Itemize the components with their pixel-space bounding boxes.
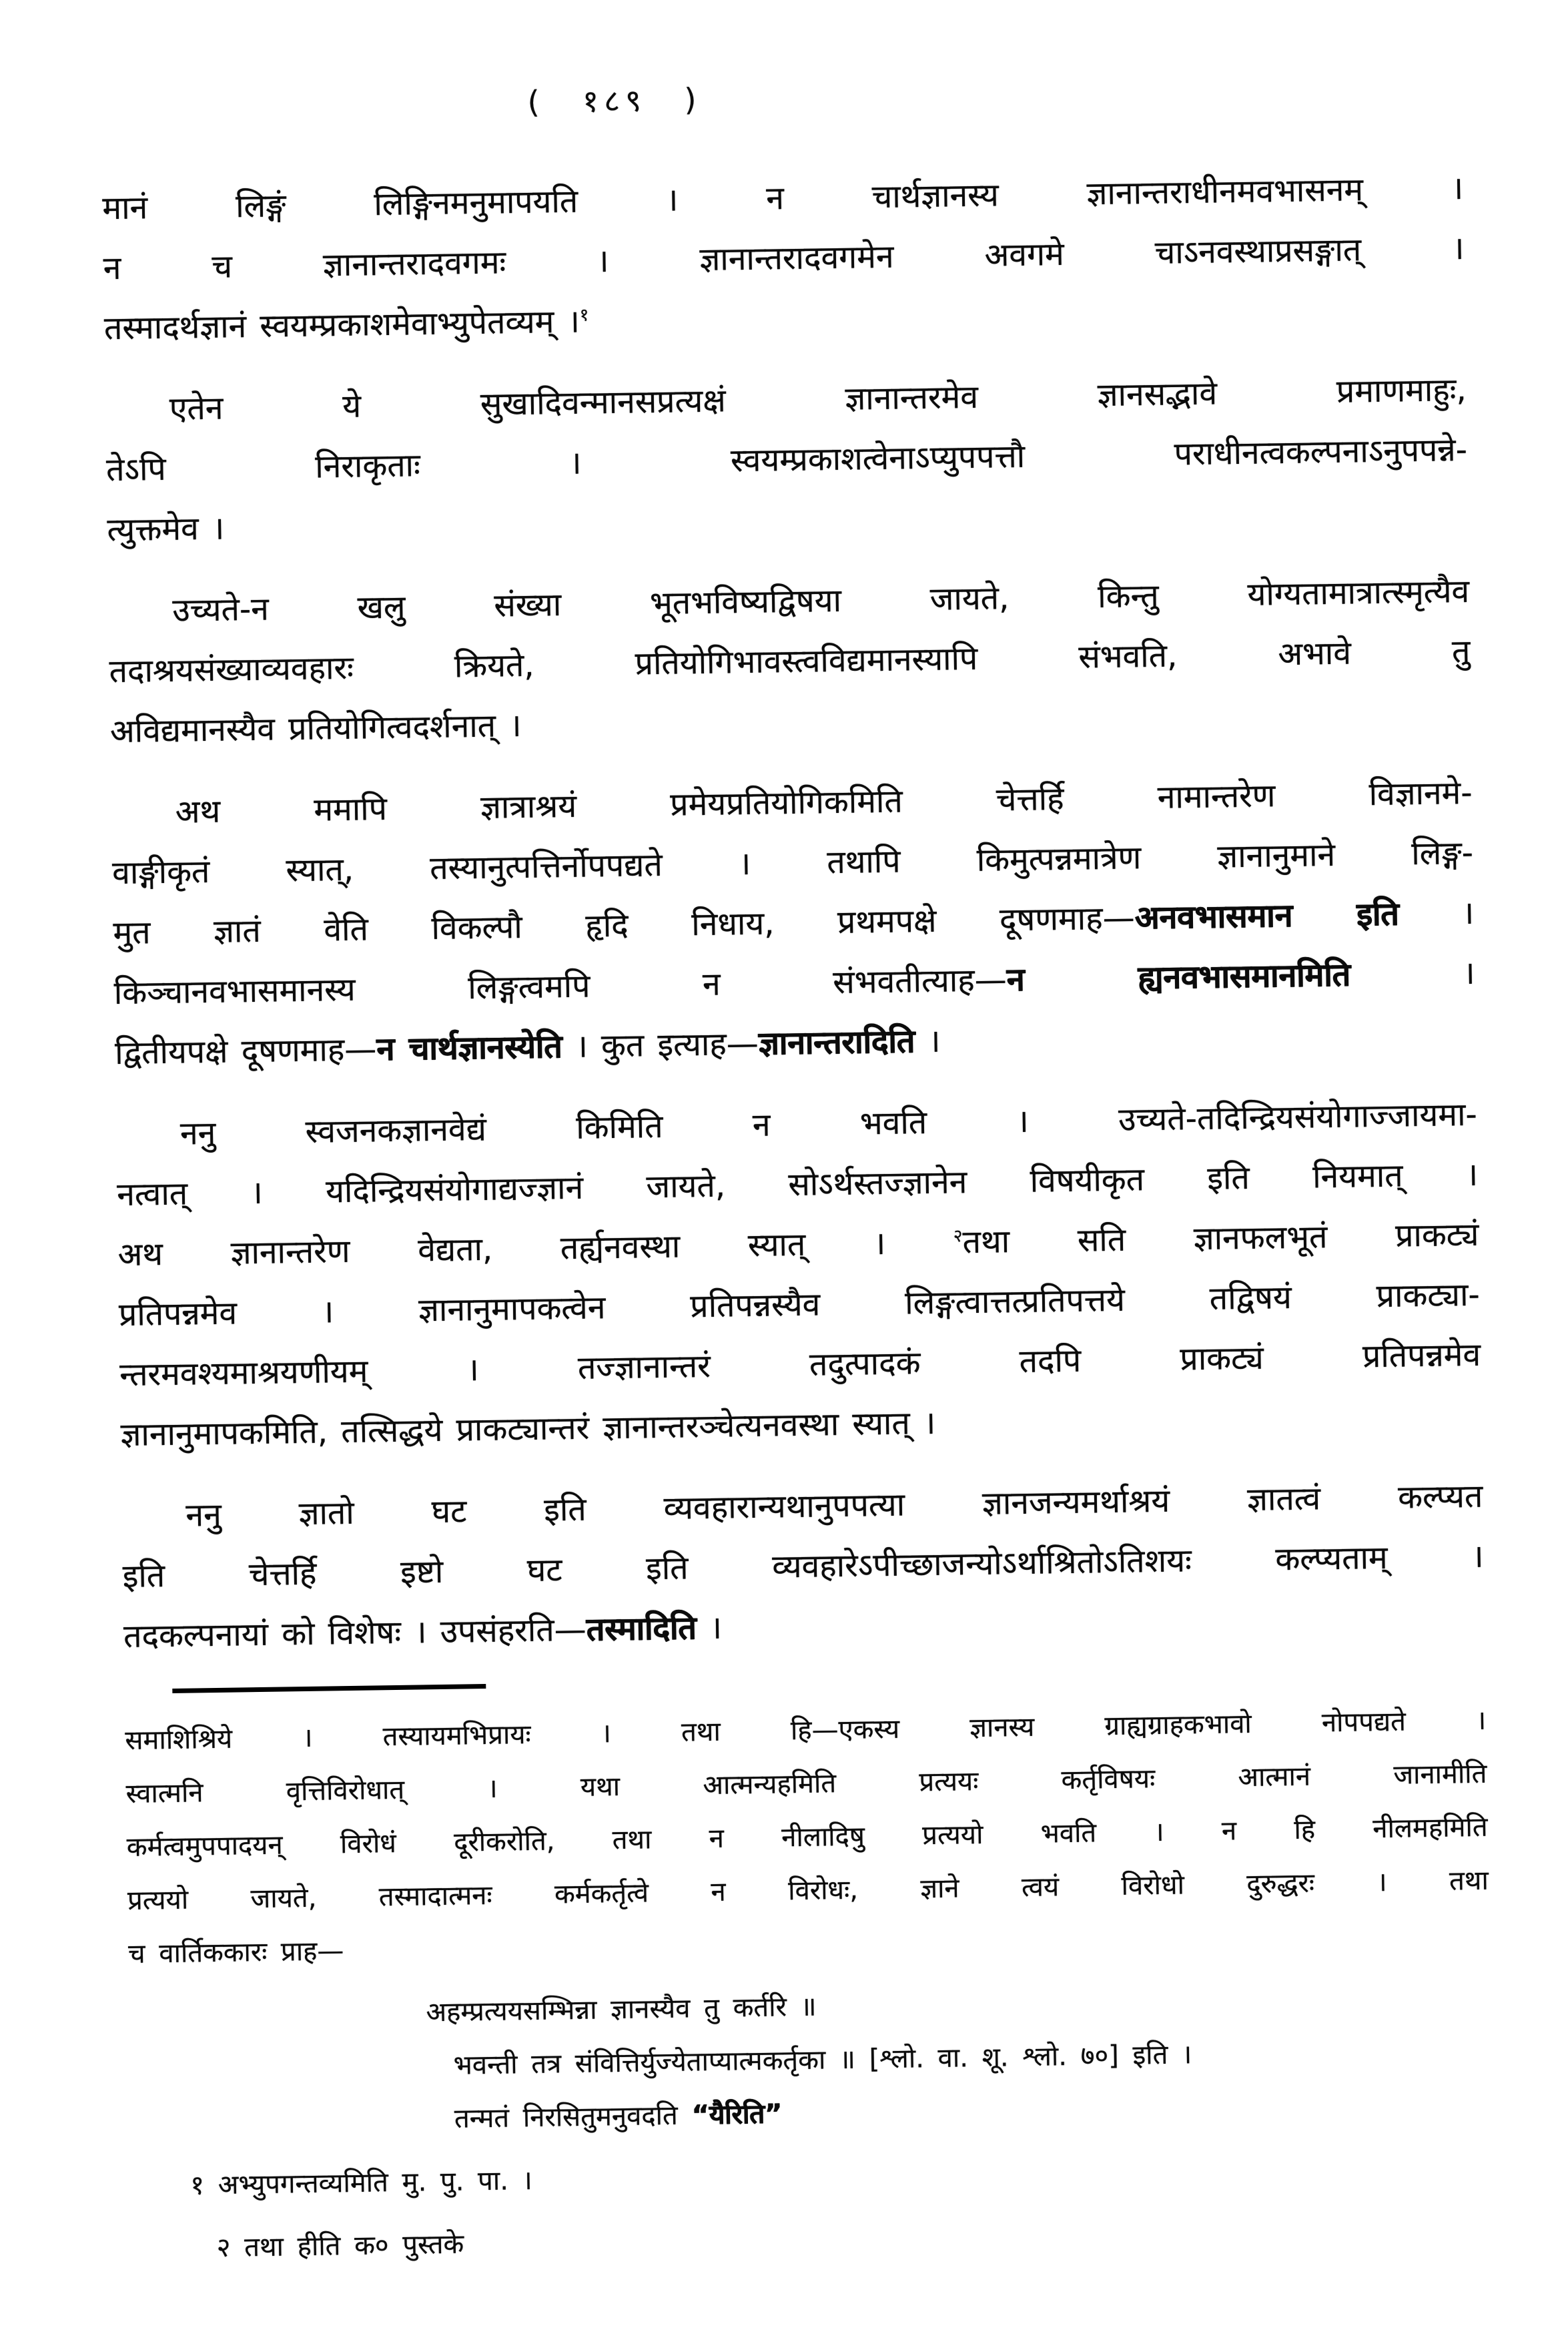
text-segment: नत्वात् । यदिन्द्रियसंयोगाद्यज्ज्ञानं जायते, सोऽर्थस्तज्ज्ञानेन विषयीकृत इति नियमात् । bbox=[116, 1155, 1479, 1214]
text-segment: स्वात्मनि वृत्तिविरोधात् । यथा आत्मन्यहमिति प्रत्ययः कर्तृविषयः आत्मानं जानामीति bbox=[125, 1758, 1487, 1809]
footnote-reference-mark: १ bbox=[579, 304, 589, 326]
text-segment: । bbox=[1399, 894, 1475, 933]
text-segment: । bbox=[1350, 954, 1476, 994]
text-segment: न च ज्ञानान्तरादवगमः । ज्ञानान्तरादवगमेन अवगमे चाऽनवस्थाप्रसङ्गात् । bbox=[103, 229, 1465, 288]
paragraph bbox=[111, 763, 1476, 1083]
paragraph bbox=[105, 360, 1469, 560]
text-segment: अविद्यमानस्यैव प्रतियोगित्वदर्शनात् । bbox=[109, 707, 522, 751]
variant-reading-note bbox=[216, 2203, 1494, 2275]
text-segment: तदाश्रयसंख्याव्यवहारः क्रियते, प्रतियोगिभावस्त्वविद्यमानस्यापि संभवति, अभावे तु bbox=[109, 632, 1471, 691]
text-segment: अहम्प्रत्ययसम्भिन्ना ज्ञानस्यैव तु कर्तरि ॥ bbox=[426, 1991, 817, 2028]
text-segment: २ तथा हीति क० पुस्तके bbox=[216, 2229, 464, 2264]
footnotes-section bbox=[125, 1694, 1494, 2276]
emphasized-term: न चार्थज्ञानस्येति bbox=[376, 1028, 562, 1069]
text-segment: वाङ्गीकृतं स्यात्, तस्यानुत्पत्तिर्नोपपद्यते । तथापि किमुत्पन्नमात्रेण ज्ञानानुमाने लिङ्ग- bbox=[111, 834, 1474, 892]
text-segment: तेऽपि निराकृताः । स्वयम्प्रकाशत्वेनाऽप्युपपत्तौ पराधीनत्वकल्पनाऽनुपपन्ने- bbox=[105, 430, 1468, 489]
emphasized-term: अनवभासमान इति bbox=[1134, 895, 1399, 937]
text-segment: । कुत इत्याह— bbox=[561, 1025, 759, 1066]
text-segment: एतेन ये सुखादिवन्मानसप्रत्यक्षं ज्ञानान्तरमेव ज्ञानसद्भावे प्रमाणमाहुः, bbox=[169, 370, 1467, 428]
text-segment: च वार्तिककारः प्राह— bbox=[127, 1936, 344, 1970]
paragraph bbox=[121, 1466, 1485, 1667]
text-segment: इति चेत्तर्हि इष्टो घट इति व्यवहारेऽपीच्छाजन्योऽर्थाश्रितोऽतिशयः कल्प्यताम् । bbox=[122, 1537, 1484, 1596]
text-segment: प्रत्ययो जायते, तस्मादात्मनः कर्मकर्तृत्वे न विरोधः, ज्ञाने त्वयं विरोधो दुरुद्धरः । तथा bbox=[127, 1865, 1489, 1916]
variant-reading-note bbox=[190, 2140, 1493, 2213]
emphasized-term: “यैरिति” bbox=[691, 2098, 783, 2131]
text-segment: अथ ममापि ज्ञात्राश्रयं प्रमेयप्रतियोगिकमिति चेत्तर्हि नामान्तरेण विज्ञानमे- bbox=[175, 774, 1473, 831]
text-segment: कर्मत्वमुपपादयन् विरोधं दूरीकरोति, तथा न नीलादिषु प्रत्ययो भवति । न हि नीलमहमिति bbox=[126, 1811, 1488, 1863]
text-segment: अथ ज्ञानान्तरेण वेद्यता, तर्ह्यनवस्था स्यात् । bbox=[117, 1223, 954, 1274]
text-segment: न्तरमवश्यमाश्रयणीयम् । तज्ज्ञानान्तरं तदुत्पादकं तदपि प्राकट्यं प्रतिपन्नमेव bbox=[119, 1336, 1481, 1394]
text-segment: त्युक्तमेव । bbox=[107, 509, 225, 549]
paragraph bbox=[102, 158, 1466, 358]
text-segment: तदकल्पनायां को विशेषः । उपसंहरति— bbox=[123, 1611, 587, 1656]
text-segment: किञ्चानवभासमानस्य लिङ्गत्वमपि न संभवतीत्याह— bbox=[113, 961, 1008, 1012]
text-segment: तथा सति ज्ञानफलभूतं प्राकट्यं bbox=[962, 1215, 1479, 1261]
text-segment: ज्ञानानुमापकमिति, तत्सिद्धये प्राकट्यान्तरं ज्ञानान्तरञ्चेत्यनवस्था स्यात् । bbox=[120, 1404, 936, 1454]
text-segment: द्वितीयपक्षे दूषणमाह— bbox=[114, 1031, 377, 1073]
text-segment: । bbox=[696, 1609, 723, 1647]
text-segment: ननु स्वजनकज्ञानवेद्यं किमिति न भवति । उच्यते-तदिन्द्रियसंयोगाज्जायमा- bbox=[179, 1095, 1478, 1153]
main-text bbox=[102, 158, 1485, 1667]
emphasized-term: न ह्यनवभासमानमिति bbox=[1006, 956, 1351, 999]
text-segment: तन्मतं निरसितुमनुवदति bbox=[454, 2100, 692, 2134]
text-segment: मानं लिङ्गं लिङ्गिनमनुमापयति । न चार्थज्ञानस्य ज्ञानान्तराधीनमवभासनम् । bbox=[101, 169, 1464, 228]
text-segment: ननु ज्ञातो घट इति व्यवहारान्यथानुपपत्या ज्ञानजन्यमर्थाश्रयं ज्ञातत्वं कल्प्यत bbox=[185, 1477, 1483, 1534]
text-segment: उच्यते-न खलु संख्या भूतभविष्यद्विषया जायते, किन्तु योग्यतामात्रात्स्मृत्यैव bbox=[171, 572, 1470, 629]
page-number: ( १८९ ) bbox=[527, 81, 702, 120]
text-segment: भवन्ती तत्र संवित्तिर्युज्येताप्यात्मकर्तृका ॥ [श्लो. वा. शू. श्लो. ७०] इति । bbox=[453, 2039, 1192, 2081]
emphasized-term: तस्मादिति bbox=[586, 1609, 697, 1649]
footnote-reference-mark: २ bbox=[953, 1225, 963, 1247]
text-segment: । bbox=[914, 1022, 941, 1061]
text-segment: तस्मादर्थज्ञानं स्वयम्प्रकाशमेवाभ्युपेतव्यम् । bbox=[103, 302, 580, 348]
page-content bbox=[101, 65, 1494, 2276]
text-segment: मुत ज्ञातं वेति विकल्पौ हृदि निधाय, प्रथमपक्षे दूषणमाह— bbox=[113, 899, 1136, 952]
emphasized-term: ज्ञानान्तरादिति bbox=[758, 1023, 915, 1063]
footnote-separator bbox=[172, 1684, 486, 1693]
text-segment: प्रतिपन्नमेव । ज्ञानानुमापकत्वेन प्रतिपन्नस्यैव लिङ्गत्वात्तत्प्रतिपत्तये तद्विषयं प्राकट्या- bbox=[118, 1275, 1481, 1334]
text-segment: समाशिश्रिये । तस्यायमभिप्रायः । तथा हि—एकस्य ज्ञानस्य ग्राह्यग्राहकभावो नोपपद्यते । bbox=[125, 1705, 1487, 1757]
paragraph bbox=[115, 1085, 1482, 1465]
text-segment: १ अभ्युपगन्तव्यमिति मु. पु. पा. । bbox=[189, 2165, 533, 2201]
paragraph bbox=[108, 561, 1472, 762]
